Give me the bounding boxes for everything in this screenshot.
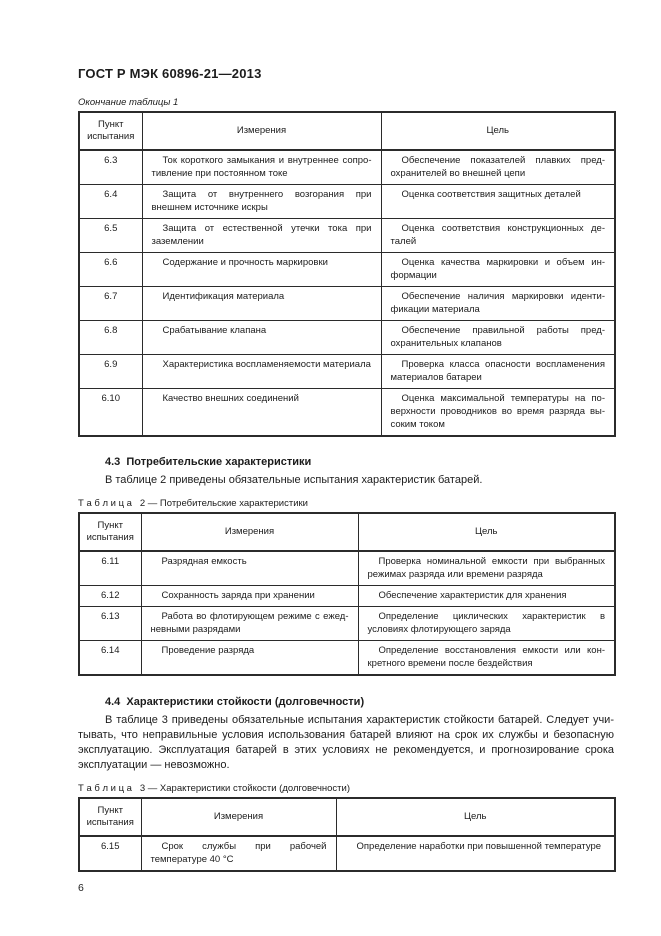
cell-purpose: Проверка номинальной емкости при выбранных режимах разряда или времени разряда	[358, 551, 615, 586]
column-header-test-item: Пункт испытания	[79, 798, 141, 836]
table-row	[79, 287, 615, 321]
table-row	[79, 185, 615, 219]
table3-body	[79, 836, 615, 871]
section-paragraph-4-3: В таблице 2 приведены обязательные испытания характеристик батарей.	[105, 474, 483, 486]
table1-header	[79, 112, 615, 150]
table-1-continuation	[78, 111, 616, 437]
table-row	[79, 551, 615, 586]
cell-test-item: 6.3	[79, 150, 142, 185]
column-header-purpose: Цель	[336, 798, 615, 836]
cell-test-item: 6.14	[79, 641, 141, 676]
header-row	[79, 798, 615, 836]
cell-purpose: Оценка качества маркировки и объем информации	[381, 253, 615, 287]
cell-purpose: Определение циклических характеристик в условиях флотирующего заряда	[358, 607, 615, 641]
column-header-purpose: Цель	[381, 112, 615, 150]
cell-test-item: 6.11	[79, 551, 141, 586]
cell-test-item: 6.13	[79, 607, 141, 641]
section-heading-4-4: 4.4 Характеристики стойкости (долговечности)	[105, 696, 365, 708]
cell-test-item: 6.9	[79, 355, 142, 389]
cell-measure: Разрядная емкость	[141, 551, 358, 586]
header-row	[79, 513, 615, 551]
cell-test-item: 6.5	[79, 219, 142, 253]
table-3-durability-characteristics	[78, 797, 616, 872]
section-paragraph-4-4: В таблице 3 приведены обязательные испытания характеристик стойкости батарей. Следует учитывать, что неправильные условия использования батарей влияют на срок их службы и безопасную эксплуатацию. Эксплуатация батарей в этих условиях не рекомендуется, и прогнозирование срока эксплуатации — невозможно.	[78, 714, 614, 771]
table-row	[79, 607, 615, 641]
table2-header	[79, 513, 615, 551]
cell-measure: Ток короткого замыкания и внутреннее сопротивление при постоянном токе	[142, 150, 381, 185]
cell-test-item: 6.10	[79, 389, 142, 437]
cell-measure: Характеристика воспламеняемости материала	[142, 355, 381, 389]
table-row	[79, 355, 615, 389]
cell-measure: Срабатывание клапана	[142, 321, 381, 355]
cell-test-item: 6.8	[79, 321, 142, 355]
page-number: 6	[78, 882, 84, 894]
cell-measure: Защита от естественной утечки тока при заземлении	[142, 219, 381, 253]
cell-measure: Идентификация материала	[142, 287, 381, 321]
cell-purpose: Определение восстановления емкости или конкретного времени после бездействия	[358, 641, 615, 676]
column-header-purpose: Цель	[358, 513, 615, 551]
cell-measure: Защита от внутреннего возгорания при внешнем источнике искры	[142, 185, 381, 219]
table-row	[79, 836, 615, 871]
table2-caption: Т а б л и ц а 2 — Потребительские характеристики	[78, 498, 308, 509]
cell-purpose: Определение наработки при повышенной температуре	[336, 836, 615, 871]
cell-measure: Проведение разряда	[141, 641, 358, 676]
table-2-consumer-characteristics	[78, 512, 616, 676]
table3-header	[79, 798, 615, 836]
section-heading-4-3: 4.3 Потребительские характеристики	[105, 456, 312, 468]
cell-purpose: Оценка максимальной температуры на поверхности проводников во время разряда высоким током	[381, 389, 615, 437]
cell-purpose: Проверка класса опасности воспламенения материалов батареи	[381, 355, 615, 389]
cell-test-item: 6.12	[79, 586, 141, 607]
column-header-measure: Измерения	[142, 112, 381, 150]
table-row	[79, 641, 615, 676]
cell-purpose: Оценка соответствия конструкционных деталей	[381, 219, 615, 253]
column-header-test-item: Пункт испытания	[79, 513, 141, 551]
table-row	[79, 219, 615, 253]
table-row	[79, 389, 615, 437]
cell-test-item: 6.4	[79, 185, 142, 219]
cell-measure: Сохранность заряда при хранении	[141, 586, 358, 607]
cell-purpose: Оценка соответствия защитных деталей	[381, 185, 615, 219]
table-row	[79, 321, 615, 355]
cell-measure: Содержание и прочность маркировки	[142, 253, 381, 287]
table2-body	[79, 551, 615, 675]
cell-test-item: 6.6	[79, 253, 142, 287]
cell-purpose: Обеспечение наличия маркировки идентификации материала	[381, 287, 615, 321]
document-title: ГОСТ Р МЭК 60896-21—2013	[78, 66, 262, 81]
cell-purpose: Обеспечение характеристик для хранения	[358, 586, 615, 607]
cell-purpose: Обеспечение правильной работы предохранительных клапанов	[381, 321, 615, 355]
table3-caption: Т а б л и ц а 3 — Характеристики стойкости (долговечности)	[78, 783, 350, 794]
cell-purpose: Обеспечение показателей плавких предохранителей во внешней цепи	[381, 150, 615, 185]
cell-test-item: 6.7	[79, 287, 142, 321]
table1-body	[79, 150, 615, 436]
header-row	[79, 112, 615, 150]
cell-measure: Работа во флотирующем режиме с ежедневными разрядами	[141, 607, 358, 641]
cell-measure: Срок службы при рабочей температуре 40 °С	[141, 836, 336, 871]
column-header-measure: Измерения	[141, 798, 336, 836]
table-row	[79, 253, 615, 287]
table1-caption: Окончание таблицы 1	[78, 97, 179, 108]
page-content	[78, 0, 614, 895]
table-row	[79, 150, 615, 185]
column-header-test-item: Пункт испытания	[79, 112, 142, 150]
table-row	[79, 586, 615, 607]
cell-measure: Качество внешних соединений	[142, 389, 381, 437]
cell-test-item: 6.15	[79, 836, 141, 871]
column-header-measure: Измерения	[141, 513, 358, 551]
